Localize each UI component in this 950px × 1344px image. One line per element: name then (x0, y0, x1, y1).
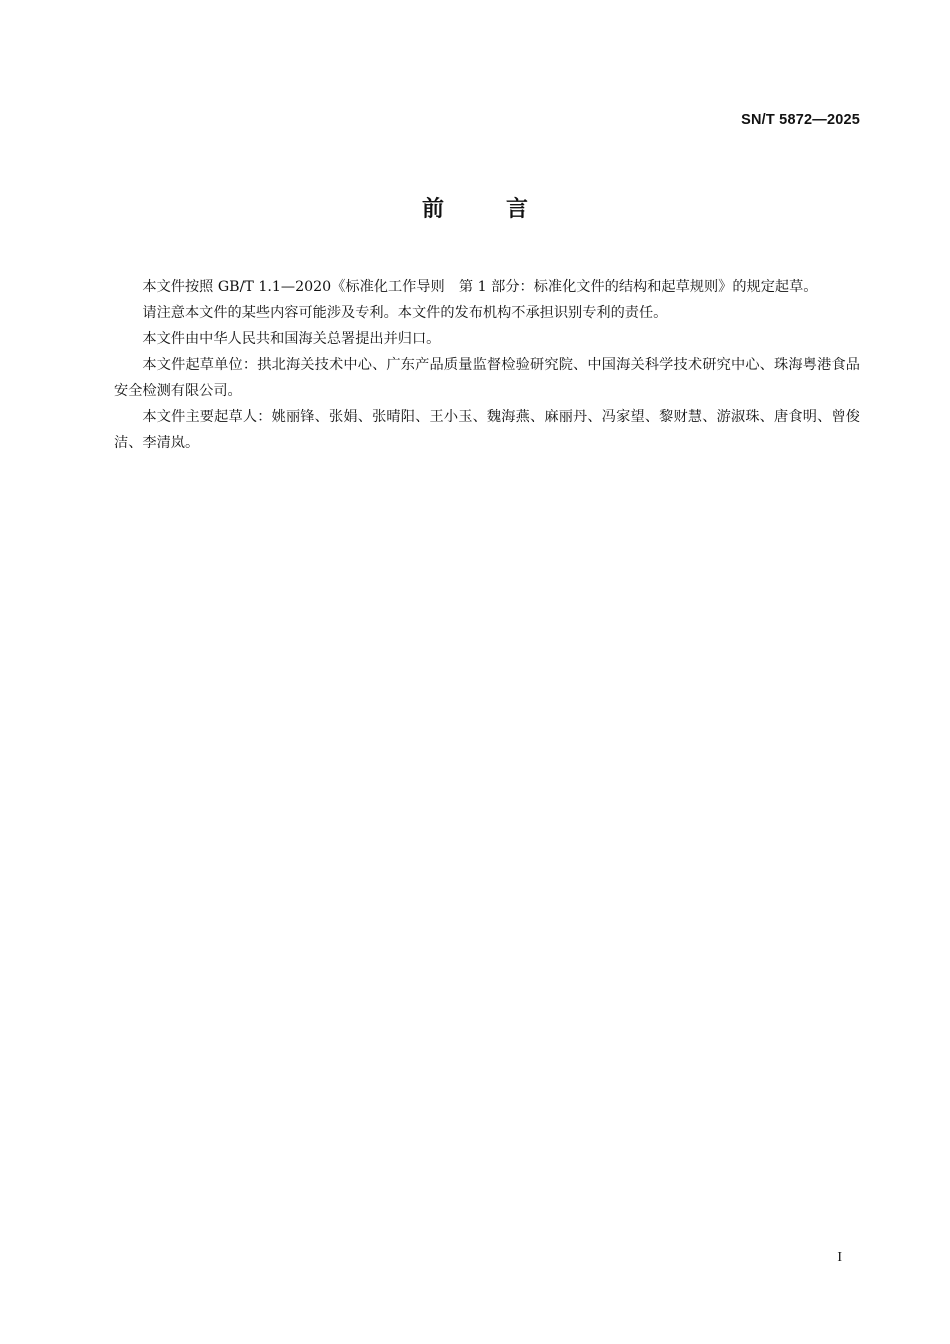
page-number: I (837, 1250, 842, 1265)
document-code: SN/T 5872—2025 (741, 112, 860, 128)
document-body (114, 274, 860, 456)
page-title: 前言 (421, 197, 590, 222)
paragraph-proposer: 本文件由中华人民共和国海关总署提出并归口。 (142, 331, 441, 347)
paragraph-drafting-units: 本文件起草单位：拱北海关技术中心、广东产品质量监督检验研究院、中国海关科学技术研究中心、珠海粤港食品安全检测有限公司。 (114, 357, 860, 399)
paragraph-drafters: 本文件主要起草人：姚丽锋、张娟、张晴阳、王小玉、魏海燕、麻丽丹、冯家望、黎财慧、游淑珠、唐食明、曾俊洁、李清岚。 (114, 409, 860, 451)
paragraph-drafting-rules: 本文件按照 GB/T 1.1—2020《标准化工作导则 第 1 部分：标准化文件的结构和起草规则》的规定起草。 (142, 279, 818, 295)
paragraph-patent-notice: 请注意本文件的某些内容可能涉及专利。本文件的发布机构不承担识别专利的责任。 (142, 305, 668, 321)
